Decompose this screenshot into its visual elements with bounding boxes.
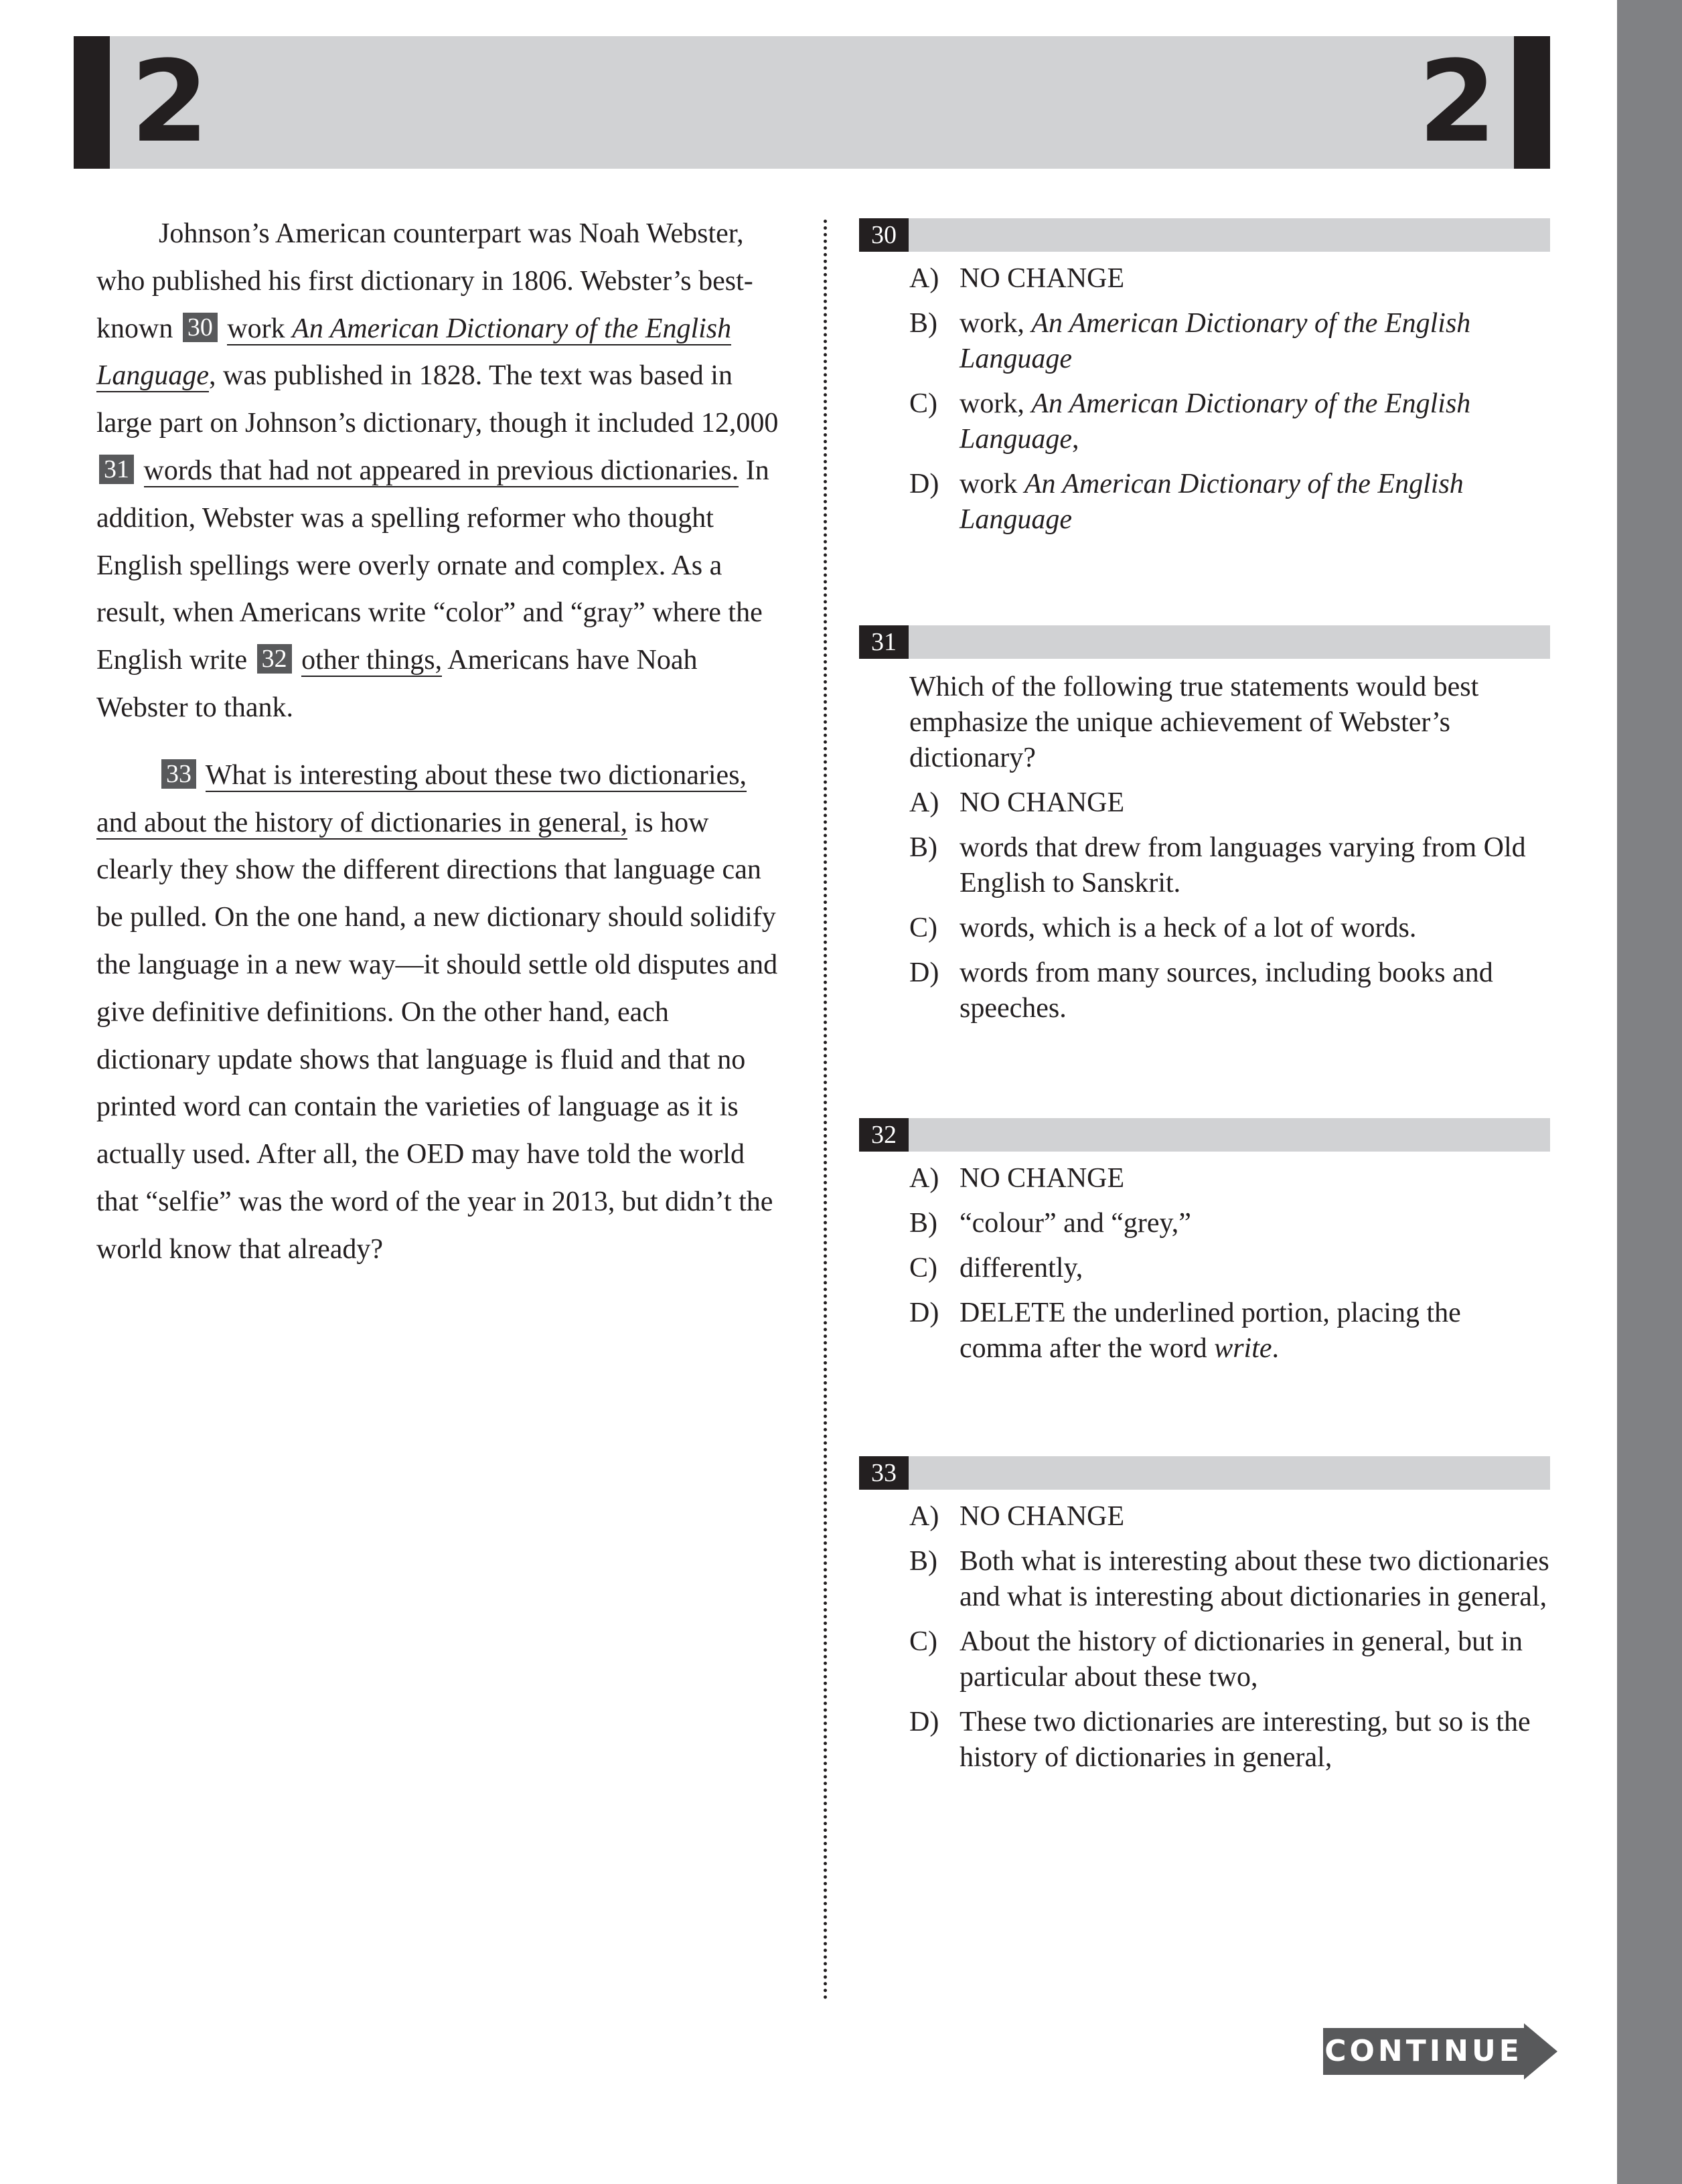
section-number-left: 2 xyxy=(131,36,209,167)
answer-option-c[interactable] xyxy=(909,911,1550,946)
option-after: , xyxy=(1072,424,1079,455)
option-letter: C) xyxy=(909,913,937,943)
answer-option-b[interactable] xyxy=(909,306,1550,377)
section-header xyxy=(74,36,1550,169)
option-text xyxy=(960,1296,1550,1367)
option-text: NO CHANGE xyxy=(960,1163,1125,1194)
option-letter: B) xyxy=(909,832,937,863)
question-header xyxy=(859,1456,1550,1490)
option-plain: work xyxy=(960,469,1024,499)
option-letter: C) xyxy=(909,388,937,419)
answer-option-b[interactable] xyxy=(909,830,1550,901)
option-text xyxy=(960,386,1550,457)
answer-option-d[interactable] xyxy=(909,1705,1550,1776)
passage-text: , was published in 1828. The text was based in large part on Johnson’s dictionary, though it included 12,000 xyxy=(96,360,779,439)
question-number: 31 xyxy=(859,625,909,659)
option-text: NO CHANGE xyxy=(960,787,1125,818)
header-bar-left xyxy=(74,36,110,169)
question-marker-32[interactable]: 32 xyxy=(257,644,292,674)
option-plain: NO CHANGE xyxy=(960,263,1125,294)
continue-button[interactable] xyxy=(1323,2023,1551,2080)
option-text: These two dictionaries are interesting, but so is the history of dictionaries in general, xyxy=(960,1707,1531,1773)
page-edge-strip xyxy=(1617,0,1682,2184)
answer-option-a[interactable] xyxy=(909,1499,1550,1535)
option-plain: DELETE the underlined portion, placing the comma after the word xyxy=(960,1298,1461,1364)
passage xyxy=(96,210,786,1273)
question-number: 32 xyxy=(859,1118,909,1152)
question-stem: Which of the following true statements would best emphasize the unique achievement of Webster’s dictionary? xyxy=(909,672,1479,773)
option-after: . xyxy=(1272,1333,1280,1364)
option-text xyxy=(960,467,1550,538)
answer-option-a[interactable] xyxy=(909,261,1550,297)
passage-paragraph-1 xyxy=(96,210,786,732)
question-31 xyxy=(859,625,1550,1026)
option-letter: B) xyxy=(909,1546,937,1577)
question-header xyxy=(859,218,1550,252)
option-letter: D) xyxy=(909,469,939,499)
option-italic: An American Dictionary of the English Language xyxy=(960,469,1464,535)
question-number: 30 xyxy=(859,218,909,252)
answer-option-b[interactable] xyxy=(909,1206,1550,1241)
question-header xyxy=(859,1118,1550,1152)
option-letter: B) xyxy=(909,1208,937,1239)
answer-option-a[interactable] xyxy=(909,1161,1550,1196)
question-marker-30[interactable]: 30 xyxy=(183,313,218,342)
question-30 xyxy=(859,218,1550,538)
question-marker-31[interactable]: 31 xyxy=(99,455,134,484)
header-bar-right xyxy=(1514,36,1550,169)
option-letter: D) xyxy=(909,957,939,988)
option-letter: C) xyxy=(909,1626,937,1657)
option-text: NO CHANGE xyxy=(960,1501,1125,1532)
option-text: words, which is a heck of a lot of words. xyxy=(960,913,1417,943)
column-divider xyxy=(824,220,827,2001)
option-letter: A) xyxy=(909,1163,939,1194)
question-marker-33[interactable]: 33 xyxy=(161,759,196,789)
option-italic: write xyxy=(1214,1333,1272,1364)
continue-label: CONTINUE xyxy=(1323,2028,1524,2075)
option-text: words that drew from languages varying from Old English to Sanskrit. xyxy=(960,832,1526,899)
option-letter: D) xyxy=(909,1707,939,1737)
option-letter: D) xyxy=(909,1298,939,1328)
option-letter: B) xyxy=(909,308,937,339)
answer-option-a[interactable] xyxy=(909,785,1550,821)
passage-paragraph-2 xyxy=(96,752,786,1273)
arrow-right-icon xyxy=(1524,2023,1557,2080)
answer-option-c[interactable] xyxy=(909,1624,1550,1695)
answer-option-d[interactable] xyxy=(909,955,1550,1026)
option-text: Both what is interesting about these two dictionaries and what is interesting about dictionaries in general, xyxy=(960,1546,1549,1612)
question-32 xyxy=(859,1118,1550,1367)
option-text: words from many sources, including books and speeches. xyxy=(960,957,1493,1024)
passage-text: Johnson’s American counterpart was Noah Webster, who published his first dictionary in 1806. Webster’s best-known xyxy=(96,218,753,344)
option-text: About the history of dictionaries in general, but in particular about these two, xyxy=(960,1626,1523,1693)
underlined-portion-33[interactable]: What is interesting about these two dictionaries, and about the history of dictionaries in general, xyxy=(96,759,747,838)
option-letter: C) xyxy=(909,1253,937,1283)
underlined-text: work xyxy=(227,313,293,344)
option-letter: A) xyxy=(909,1501,939,1532)
option-text xyxy=(960,306,1550,377)
underlined-title: An American Dictionary of the English Language xyxy=(96,313,732,392)
passage-text: is how clearly they show the different directions that language can be pulled. On the one hand, a new dictionary should solidify the language in a new way—it should settle old disputes and give definitive definitions. On the other hand, each dictionary update shows that language is fluid and that no printed word can contain the varieties of language as it is actually used. After all, the OED may have told the world that “selfie” was the word of the year in 2013, but didn’t the world know that already? xyxy=(96,807,778,1265)
option-plain: work, xyxy=(960,308,1032,339)
option-text: differently, xyxy=(960,1253,1083,1283)
answer-option-d[interactable] xyxy=(909,467,1550,538)
passage-text: Americans have Noah Webster to thank. xyxy=(96,645,698,723)
underlined-portion-31[interactable]: words that had not appeared in previous dictionaries. xyxy=(143,455,739,486)
option-letter: A) xyxy=(909,263,939,294)
passage-text: In addition, Webster was a spelling reformer who thought English spellings were overly ornate and complex. As a result, when Americans write “color” and “gray” where the English write xyxy=(96,455,769,676)
option-letter: A) xyxy=(909,787,939,818)
answer-option-d[interactable] xyxy=(909,1296,1550,1367)
option-text xyxy=(960,261,1550,297)
option-italic: An American Dictionary of the English Language xyxy=(960,388,1471,455)
answer-option-c[interactable] xyxy=(909,386,1550,457)
underlined-portion-32[interactable]: other things, xyxy=(301,645,443,676)
question-header xyxy=(859,625,1550,659)
answer-option-c[interactable] xyxy=(909,1251,1550,1286)
answer-option-b[interactable] xyxy=(909,1544,1550,1615)
question-33 xyxy=(859,1456,1550,1776)
option-plain: work, xyxy=(960,388,1032,419)
section-number-right: 2 xyxy=(1418,36,1497,167)
option-italic: An American Dictionary of the English Language xyxy=(960,308,1471,374)
option-text: “colour” and “grey,” xyxy=(960,1208,1191,1239)
question-number: 33 xyxy=(859,1456,909,1490)
